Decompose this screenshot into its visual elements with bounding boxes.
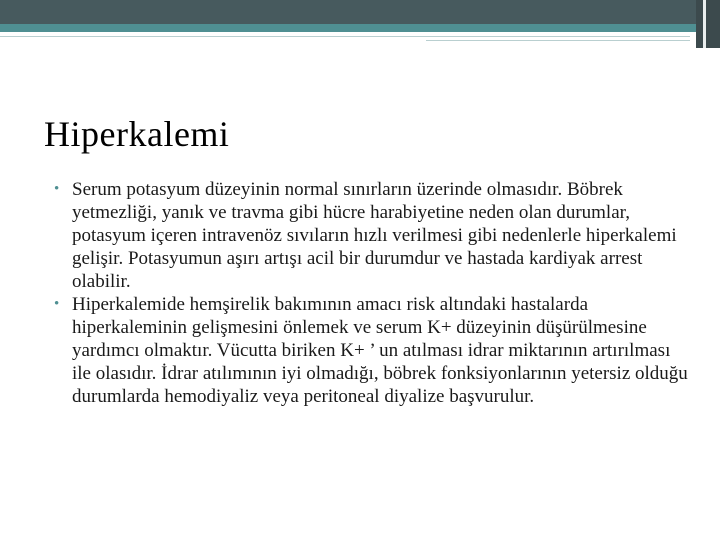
header-rule-lower: [426, 40, 690, 41]
bullet-icon: •: [54, 181, 60, 197]
header-accent-band: [0, 24, 720, 32]
corner-decoration-slot: [703, 0, 706, 48]
slide-title: Hiperkalemi: [44, 114, 230, 154]
bullet-list: [52, 178, 692, 408]
bullet-item: [52, 178, 692, 293]
header-band: [0, 0, 720, 24]
bullet-icon: •: [54, 296, 60, 312]
bullet-text: Hiperkalemide hemşirelik bakımının amacı risk altındaki hastalarda hiperkaleminin gelişmesini önlemek ve serum K+ düzeyinin düşürülmesine yardımcı olmaktır. Vücutta biriken K+ ’ un atılması idrar miktarının artırılması ile olasıdır. İdrar atılımının iyi olmadığı, böbrek fonksiyonlarının yetersiz olduğu durumlarda hemodiyaliz veya peritoneal diyalize başvurulur.: [72, 294, 688, 407]
header-rule-upper: [0, 36, 690, 37]
corner-decoration: [696, 0, 720, 48]
bullet-text: Serum potasyum düzeyinin normal sınırların üzerinde olmasıdır. Böbrek yetmezliği, yanık ve travma gibi hücre harabiyetine neden olan durumlar, potasyum içeren intravenöz sıvıların hızlı verilmesi gibi nedenlerle hiperkalemi gelişir. Potasyumun aşırı artışı acil bir durumdur ve hastada kardiyak arrest olabilir.: [72, 179, 677, 292]
bullet-item: [52, 293, 692, 408]
